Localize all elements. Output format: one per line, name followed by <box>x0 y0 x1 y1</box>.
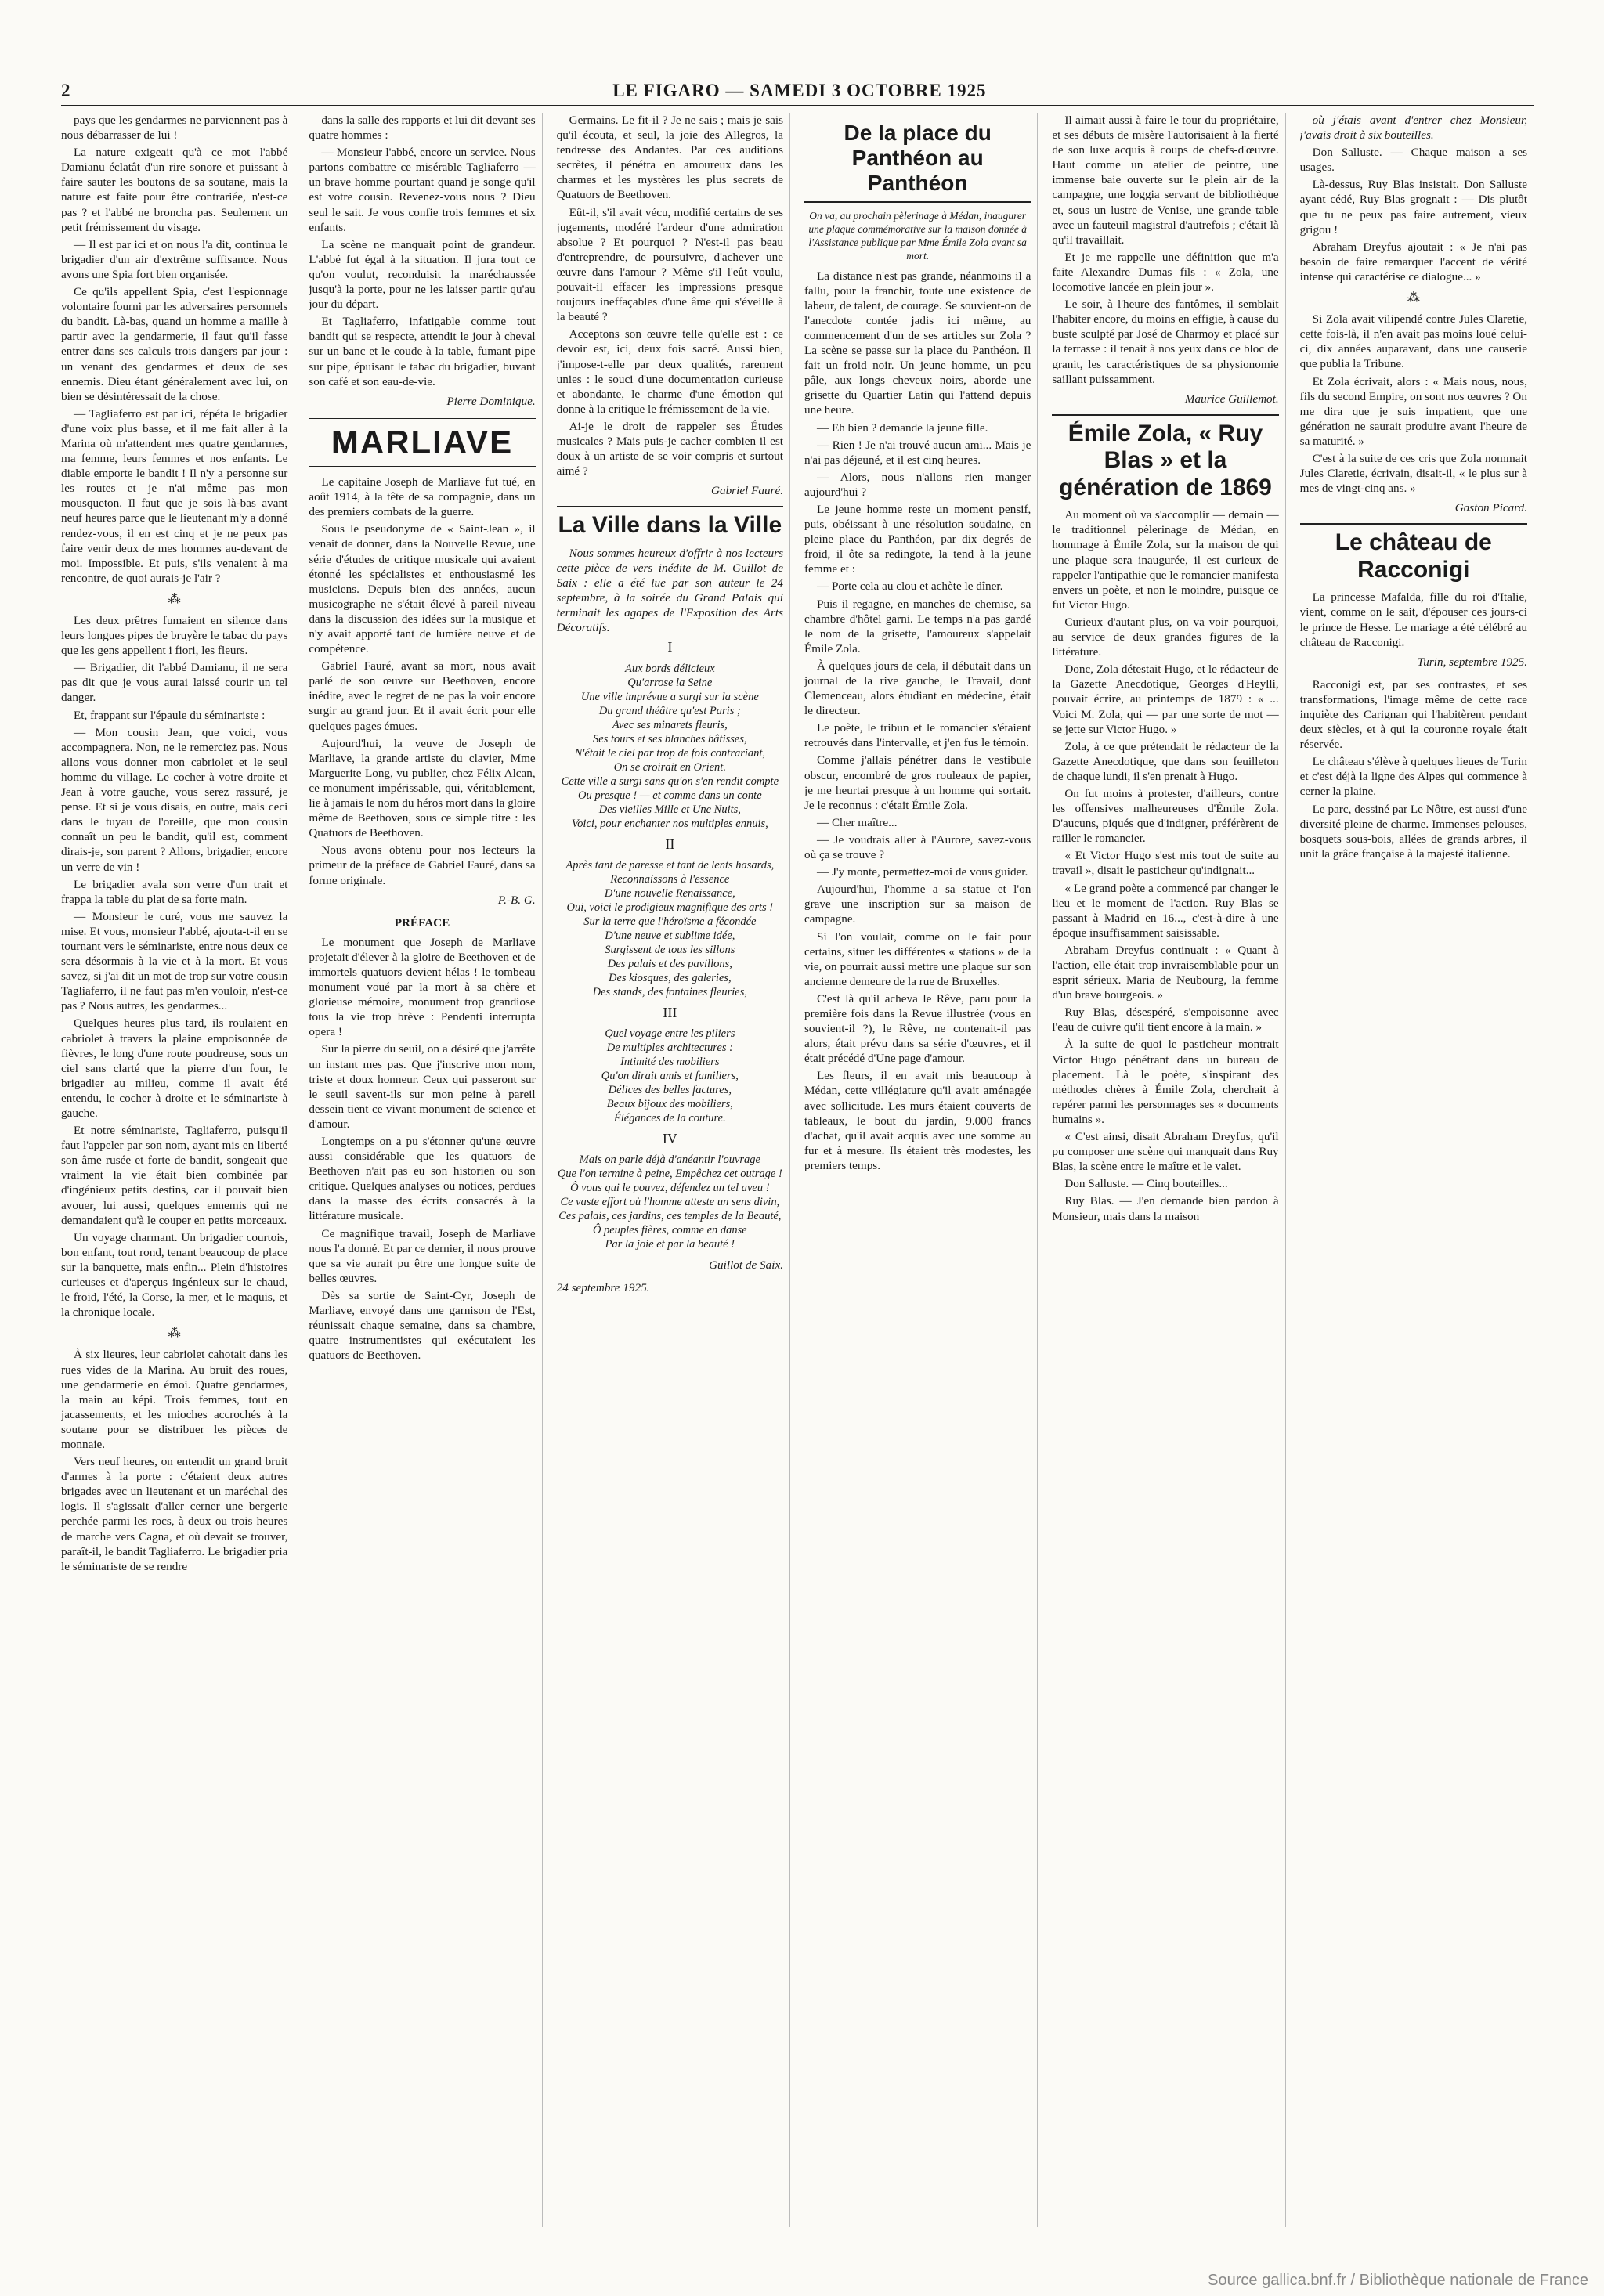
separator-stars: ⁂ <box>1407 291 1420 305</box>
column-2 <box>309 113 542 2227</box>
verse: Ses tours et ses blanches bâtisses, <box>593 732 747 745</box>
intro-paragraph: Nous sommes heureux d'offrir à nos lecteurs cette pièce de vers inédite de M. Guillot de Saix : elle a été lue par son auteur le 24 septembre, à la soirée du Grand Palais qui terminait les agapes de l'Exposition des Arts Décoratifs. <box>556 546 783 635</box>
verse: Intimité des mobiliers <box>620 1055 720 1068</box>
verse: On se croirait en Orient. <box>613 760 726 774</box>
source-credit: Source gallica.bnf.fr / Bibliothèque nationale de France <box>1208 2272 1588 2289</box>
paragraph: Et je me rappelle une définition que m'a faite Alexandre Dumas fils : « Zola, une locomotive lancée en plein jour ». <box>1052 250 1279 294</box>
paragraph: Ce qu'ils appellent Spia, c'est l'espionnage volontaire fourni par les adversaires personnels du bandit. Là-bas, quand un homme a maille à partir avec la gendarmerie, il faut qu'il fasse entrer dans ses calculs trois dangers par jour : un venant des gendarmes et deux de ses ennemis. Dieu étant généralement avec lui, on bien se désintéressait de la chose. <box>61 285 288 403</box>
dateline: Turin, septembre 1925. <box>1417 655 1527 669</box>
paragraph: Comme j'allais pénétrer dans le vestibule obscur, encombré de gros rouleaux de papier, je me heurtai presque à un homme qui sortait. Je le reconnus : c'était Émile Zola. <box>804 753 1031 812</box>
paragraph: On fut moins à protester, d'ailleurs, contre les offensives malheureuses d'Émile Zola. D'aucuns, piqués que d'indigner, préférèrent de railler le romancier. <box>1052 786 1279 846</box>
paragraph: Ruy Blas. — J'en demande bien pardon à Monsieur, mais dans la maison <box>1052 1194 1279 1223</box>
column-6 <box>1300 113 1534 2227</box>
paragraph: « Le grand poète a commencé par changer le lieu et le moment de l'action. Ruy Blas se passant à Madrid en 16..., c'est-à-dire à une époque insuffisamment saisissable. <box>1052 881 1279 940</box>
poem-stanza-3 <box>557 1027 783 1125</box>
signature: Maurice Guillemot. <box>1184 392 1279 406</box>
signature: P.-B. G. <box>497 893 536 907</box>
paragraph: La princesse Mafalda, fille du roi d'Italie, vient, comme on le sait, d'épouser ces jours-ci le prince de Hesse. Le mariage a été célébré au château de Racconigi. <box>1299 590 1527 649</box>
paragraph: — Tagliaferro est par ici, répéta le brigadier d'une voix plus basse, et il me fait aller à la Marina où m'attendent mes quatre gendarmes, ma femme, leurs femmes et nos enfants. Le diable emporte le bandit ! Il n'y a personne sur les routes et je n'ai même pas mon mousqueton. Il faut que je sois là-bas avant neuf heures parce que le lieutenant m'y a donné rendez-vous, il en est cinq et je ne peux pas faire venir deux de mes hommes au-devant de moi. Impossible. Et puis, s'ils venaient à ma rencontre, de quoi aurais-je l'air ? <box>61 406 288 585</box>
verse: Sur la terre que l'héroïsme a fécondée <box>583 915 757 928</box>
verse: Élégances de la couture. <box>613 1111 726 1125</box>
stanza-number: I <box>667 639 673 655</box>
paragraph: Le capitaine Joseph de Marliave fut tué, en août 1914, à la tête de sa compagnie, dans un des premiers combats de la guerre. <box>309 475 536 519</box>
verse: Par la joie et par la beauté ! <box>605 1237 735 1251</box>
paragraph: Au moment où va s'accomplir — demain — le traditionnel pèlerinage de Médan, en hommage à Émile Zola, sur la maison de qui une plaque sera inaugurée, il est curieux de rappeler l'antipathie que le romancier manifesta envers un poète, et non le moindre, puisque ce fut Victor Hugo. <box>1052 508 1279 612</box>
signature: Pierre Dominique. <box>446 394 536 408</box>
verse: Qu'arrose la Seine <box>627 676 713 689</box>
stanza-number: IV <box>662 1130 677 1146</box>
verse: Surgissent de tous les sillons <box>605 943 735 956</box>
paragraph: Aujourd'hui, la veuve de Joseph de Marliave, la grande artiste du clavier, Mme Marguerite Long, vu publier, chez Félix Alcan, ce monument impérissable, qui, véritablement, lie à jamais le nom du héros mort dans la gloire même de Beethoven, sous ce simple titre : les Quatuors de Beethoven. <box>309 736 536 840</box>
paragraph: Longtemps on a pu s'étonner qu'une œuvre aussi considérable que les quatuors de Beethoven n'ait pas eu son historien ou son critique. Quelques analyses ou notices, perdues dans la masse des écrits consacrés à la littérature musicale. <box>309 1135 536 1223</box>
paragraph: — Alors, nous n'allons rien manger aujourd'hui ? <box>804 470 1031 499</box>
paragraph: Ce magnifique travail, Joseph de Marliave nous l'a donné. Et par ce dernier, il nous prouve que sa vie aurait pu être une longue suite de belles œuvres. <box>309 1226 536 1285</box>
verse: Ô peuples fières, comme en danse <box>592 1223 747 1236</box>
verse: Des palais et des pavillons, <box>607 957 732 970</box>
paragraph: Les deux prêtres fumaient en silence dans leurs longues pipes de bruyère le tabac du pays que les gens appellent i fiori, les fleurs. <box>61 614 288 658</box>
verse: Des stands, des fontaines fleuries, <box>592 985 747 998</box>
paragraph: Le poète, le tribun et le romancier s'étaient retrouvés dans l'intervalle, et j'en fus le témoin. <box>804 721 1031 750</box>
section-heading-preface: PRÉFACE <box>394 915 450 930</box>
paragraph: Vers neuf heures, on entendit un grand bruit d'armes à la porte : c'étaient deux autres brigades avec un lieutenant et un maréchal des logis. Il s'agissait d'aller cerner une bergerie perchée parmi les rocs, à deux ou trois heures de marche vers Cagna, et où devait se trouver, paraît-il, le bandit Tagliaferro. Le brigadier pria le séminariste de se rendre <box>61 1455 288 1573</box>
paragraph: À six lieures, leur cabriolet cahotait dans les rues vides de la Marina. Au bruit des roues, une gendarmerie en émoi. Quatre gendarmes, la main au képi. Trois femmes, tout en jacassements, et les mioches accrochés à la soutane pour se distribuer les pièces de monnaie. <box>61 1348 288 1451</box>
verse: Ou presque ! — et comme dans un conte <box>578 789 762 802</box>
verse: N'était le ciel par trop de fois contrariant, <box>574 746 766 760</box>
column-1 <box>61 113 294 2227</box>
paragraph: C'est là qu'il acheva le Rêve, paru pour la première fois dans la Revue illustrée (vous en souvient-il ?), le Rêve, ne contenait-il pas alors, était prévu dans sa série d'œuvres, et il était précédé d'Une page d'amour. <box>804 991 1031 1066</box>
paragraph: — Brigadier, dit l'abbé Damianu, il ne sera pas dit que je vous aurai laissé courir un tel danger. <box>61 661 288 705</box>
separator-stars: ⁂ <box>168 1327 181 1341</box>
signature: Gabriel Fauré. <box>711 484 783 498</box>
verse: D'une neuve et sublime idée, <box>605 929 735 942</box>
headline-ville: La Ville dans la Ville <box>557 506 783 540</box>
verse: Reconnaissons à l'essence <box>610 872 730 886</box>
signature: Gaston Picard. <box>1454 501 1527 515</box>
stanza-number: II <box>665 836 675 852</box>
paragraph: Si l'on voulait, comme on le fait pour certains, situer les différentes « stations » de la vie, on pourrait aussi mettre une plaque sur son ancienne demeure de la rue de Bruxelles. <box>804 930 1031 988</box>
paragraph: Sous le pseudonyme de « Saint-Jean », il venait de donner, dans la Nouvelle Revue, une série d'études de critique musicale qui avaient étonné les spécialistes et enthousiasmé les musiciens. Depuis bien des années, aucun musicographe ne s'était élevé à pareil niveau dans la discussion des idées sur la musique et n'y avait apporté tant de lumière neuve et de compétence. <box>309 522 536 656</box>
paragraph: Gabriel Fauré, avant sa mort, nous avait parlé de son œuvre sur Beethoven, encore inédite, avec le regret de ne pas la voir encore surgir au grand jour. Et il avait écrit pour elle quelques pages émues. <box>309 659 536 733</box>
paragraph: Le château s'élève à quelques lieues de Turin et c'est déjà la ligne des Alpes qui commence à cerner la plaine. <box>1299 755 1527 799</box>
verse: Voici, pour enchanter nos multiples ennuis, <box>571 817 768 830</box>
verse: De multiples architectures : <box>606 1041 733 1054</box>
paragraph: Nous avons obtenu pour nos lecteurs la primeur de la préface de Gabriel Fauré, dans sa forme originale. <box>309 843 536 887</box>
column-5 <box>1052 113 1285 2227</box>
paragraph: — Il est par ici et on nous l'a dit, continua le brigadier d'un air d'extrême suffisance. Nous avons une Spia fort bien organisée. <box>61 237 288 281</box>
paragraph: Les fleurs, il en avait mis beaucoup à Médan, cette villégiature qu'il avait aménagée avec sollicitude. Les murs étaient couverts de tableaux, le bout du jardin, 9.000 francs d'achat, qu'il avait acquis avec une somme au fur et à mesure. Ils étaient très modestes, les premiers temps. <box>804 1069 1031 1172</box>
top-rule <box>61 105 1534 106</box>
poem-stanza-4 <box>557 1153 783 1251</box>
paragraph: La nature exigeait qu'à ce mot l'abbé Damianu éclatât d'un rire sonore et puissant à faire sauter les boutons de sa soutane, mais la nature est faite pour être contrariée, n'est-ce pas ? et l'abbé ne broncha pas. Seulement un petit frémissement du visage. <box>61 146 288 234</box>
verse: Mais on parle déjà d'anéantir l'ouvrage <box>579 1153 760 1166</box>
paragraph: Le jeune homme reste un moment pensif, puis, obéissant à une résolution soudaine, en pleine place du Panthéon, par dix degrés de froid, il ôte sa redingote, la tend à la jeune femme et : <box>804 502 1031 576</box>
masthead: LE FIGARO — SAMEDI 3 OCTOBRE 1925 <box>612 81 987 100</box>
verse: D'une nouvelle Renaissance, <box>604 886 735 900</box>
paragraph: Curieux d'autant plus, on va voir pourquoi, au service de deux grandes figures de la littérature. <box>1052 615 1279 659</box>
column-fade <box>804 2180 1031 2227</box>
verse: Des kiosques, des galeries, <box>609 971 732 984</box>
verse: Délices des belles factures, <box>608 1083 732 1096</box>
verse: Beaux bijoux des mobiliers, <box>606 1097 733 1110</box>
paragraph: Le monument que Joseph de Marliave projetait d'élever à la gloire de Beethoven et de immortels quatuors devient hélas ! le tombeau monument voué par la mort à sa chère et glorieuse mémoire, monument trop grandiose tous la vie trop brève : Pendenti interrupta opera ! <box>309 935 536 1039</box>
poem-date: 24 septembre 1925. <box>556 1280 650 1294</box>
paragraph: Aujourd'hui, l'homme a sa statue et l'on grave une inscription sur sa maison de campagne. <box>804 883 1031 926</box>
paragraph: Et, frappant sur l'épaule du séminariste : <box>74 708 266 722</box>
verse: Oui, voici le prodigieux magnifique des arts ! <box>566 901 774 914</box>
paragraph: — Je voudrais aller à l'Aurore, savez-vous où ça se trouve ? <box>804 832 1031 862</box>
paragraph: C'est à la suite de ces cris que Zola nommait Jules Claretie, écrivain, disait-il, « le plus sur à mes de vingt-cinq ans. » <box>1299 451 1527 496</box>
paragraph: Dès sa sortie de Saint-Cyr, Joseph de Marliave, envoyé dans une garnison de l'Est, réunissait chaque semaine, dans sa chambre, quatre instrumentistes qui exécutaient les quatuors de Beethoven. <box>309 1288 536 1363</box>
paragraph: Zola, à ce que prétendait le rédacteur de la Gazette Anecdotique, que dans son feuilleton de chaque lundi, il s'en prenait à Hugo. <box>1052 739 1279 783</box>
paragraph: Abraham Dreyfus continuait : « Quant à l'action, elle était trop invraisemblable pour un esprit sérieux. Maria de Neubourg, la femme d'un brave bourgeois. » <box>1052 943 1279 1002</box>
paragraph: Ruy Blas, désespéré, s'empoisonne avec l'eau de cuivre qu'il tient encore à la main. » <box>1052 1005 1279 1034</box>
paragraph: dans la salle des rapports et lui dit devant ses quatre hommes : <box>309 114 536 143</box>
paragraph: — Mon cousin Jean, que voici, vous accompagnera. Non, ne le remerciez pas. Nous allons vous donner mon cabriolet et le seul homme du village. Le cocher à votre droite et Jean à votre gauche, vous serez rassuré, je pense. Et si je vous disais, en outre, mais ceci dans le tuyau de l'oreille, que mon cousin connaît un peu le bandit, qu'il est, comment dirais-je, son parent ? Allons, brigadier, encore un verre de vin ! <box>61 725 288 874</box>
poem-stanza-1 <box>557 662 783 831</box>
verse: Après tant de paresse et tant de lents hasards, <box>565 858 775 872</box>
page-number: 2 <box>61 81 71 100</box>
columns <box>61 113 1534 2227</box>
paragraph: Un voyage charmant. Un brigadier courtois, bon enfant, tout rond, tenant beaucoup de place sur la banquette, mais enfin... Plein d'histoires curieuses et d'aperçus ingénieux sur le chaud, le froid, l'été, la Corse, la mer, et le maquis, et la chronique locale. <box>61 1230 288 1319</box>
column-fade <box>61 2180 287 2227</box>
paragraph: La distance n'est pas grande, néanmoins il a fallu, pour la franchir, toute une existence de labeur, de talent, de courage. Se souvient-on de l'anecdote contée jadis ici même, au commencement d'un de ses articles sur Zola ? La scène se passe sur la place du Panthéon. Il fait un froid noir. Un jeune homme, un peu pâle, aux longs cheveux noirs, aborde une grisette du Quartier Latin qui l'attend depuis une heure. <box>804 269 1031 417</box>
paragraph: — Monsieur le curé, vous me sauvez la mise. Et vous, monsieur l'abbé, ajouta-t-il en se tournant vers le séminariste, entre nous deux ce sera désormais à la vie et à la mort. Et vous savez, si j'ai dit un mot de trop sur votre cousin Tagliaferro, il ne faut pas m'en vouloir, n'est-ce pas ? Nous autres, les gendarmes... <box>61 909 288 1013</box>
paragraph: « Et Victor Hugo s'est mis tout de suite au travail », disait le pasticheur qu'indignait... <box>1052 849 1279 878</box>
paragraph: — Porte cela au clou et achète le dîner. <box>817 579 1003 594</box>
paragraph: Racconigi est, par ses contrastes, et ses transformations, l'image même de cette race inquiète des Carignan qui l'habitèrent pendant deux siècles, et à qui la couronne royale était réservée. <box>1299 677 1527 752</box>
paragraph: Sur la pierre du seuil, on a désiré que j'arrête un instant mes pas. Que j'inscrive mon nom, triste et doux honneur. Ceux qui passeront sur le seuil savent-ils sur mon peine à pareil dessein tient ce vivant monument de science et d'amour. <box>309 1042 536 1131</box>
paragraph: — Cher maître... <box>817 815 898 829</box>
column-fade <box>1300 2180 1527 2227</box>
paragraph: Don Salluste. — Cinq bouteilles... <box>1064 1177 1228 1191</box>
headline-racconigi: Le château de Racconigi <box>1300 523 1527 583</box>
paragraph: Quelques heures plus tard, ils roulaient en cabriolet à travers la plaine empoisonnée de fièvres, le long d'une route poudreuse, sous un ciel sans clarté que la pierre d'un four, le brigadier au milieu, comme il avait été entendu, le cocher à droite et le séminariste à gauche. <box>61 1016 288 1120</box>
column-4 <box>804 113 1038 2227</box>
paragraph: où j'étais avant d'entrer chez Monsieur, j'avais droit à six bouteilles. <box>1299 114 1527 143</box>
paragraph: Puis il regagne, en manches de chemise, sa chambre d'hôtel garni. Le temps n'a pas gardé le nom de la grisette, l'amoureux s'appelait Émile Zola. <box>804 597 1031 655</box>
paragraph: Eût-il, s'il avait vécu, modifié certains de ses jugements, modéré l'ardeur d'une admiration absolue ? Et pourquoi ? N'est-il pas beau d'entreprendre, de poursuivre, d'achever une œuvre dans l'amour ? Même s'il l'eût voulu, pouvait-il effacer les impressions presque toujours ineffaçables d'une âme qui s'éveille à la beauté ? <box>556 205 783 324</box>
verse: Une ville imprévue a surgi sur la scène <box>580 690 759 703</box>
paragraph: Il aimait aussi à faire le tour du propriétaire, et ses débuts de misère l'autorisaient à la fierté de son luxe acquis à coups de chefs-d'œuvre. Haut comme un atelier de peintre, une immense baie ouverte sur le plein air de la campagne, une loggia servant de bibliothèque et, sous un lustre de Venise, une grande table avec un fauteuil magistral d'autrefois ; c'était là qu'il travaillait. <box>1052 114 1279 247</box>
verse: Ce vaste effort où l'homme atteste un sens divin, <box>560 1195 780 1208</box>
paragraph: Le soir, à l'heure des fantômes, il semblait l'habiter encore, du moins en effigie, à cause du buste sculpté par José de Charmoy et placé sur la terrasse : il tenait à nos yeux dans ce bloc de granit, les caractéristiques de sa physionomie saillant puissamment. <box>1052 298 1279 386</box>
verse: Qu'on dirait amis et familiers, <box>601 1069 739 1082</box>
verse: Cette ville a surgi sans qu'on s'en rendit compte <box>561 774 779 788</box>
poem-stanza-2 <box>557 858 783 999</box>
verse: Avec ses minarets fleuris, <box>612 718 728 731</box>
paragraph: Donc, Zola détestait Hugo, et le rédacteur de la Gazette Anecdotique, Georges d'Heylli, pouvait écrire, au printemps de 1879 : « ... Voici M. Zola, qui — par une sorte de mot — se jette sur Victor Hugo. » <box>1052 662 1279 736</box>
column-fade <box>309 2180 535 2227</box>
paragraph: Don Salluste. — Chaque maison a ses usages. <box>1299 146 1527 175</box>
paragraph: Si Zola avait vilipendé contre Jules Claretie, cette fois-là, il n'en avait pas moins loué celui-ci, dix années auparavant, dans une causerie que publia la Tribune. <box>1299 312 1527 371</box>
paragraph: — Rien ! Je n'ai trouvé aucun ami... Mais je n'ai pas déjeuné, et il est cinq heures. <box>804 438 1031 467</box>
headline-marliave: MARLIAVE <box>309 417 535 468</box>
paragraph: Ai-je le droit de rappeler ses Études musicales ? Mais puis-je cacher combien il est doux à un artiste de se voir compris et surtout aimé ? <box>556 419 783 478</box>
verse: Ô vous qui le pouvez, défendez un tel aveu ! <box>570 1181 770 1194</box>
column-3 <box>557 113 790 2227</box>
running-head <box>61 75 1534 106</box>
subheading: On va, au prochain pèlerinage à Médan, inaugurer une plaque commémorative sur la maison donnée à l'Assistance publique par Mme Émile Zola avant sa mort. <box>808 209 1027 262</box>
paragraph: Abraham Dreyfus ajoutait : « Je n'ai pas besoin de faire remarquer l'accent de vérité intense qui caractérise ce dialogue... » <box>1299 240 1527 283</box>
paragraph: Le parc, dessiné par Le Nôtre, est aussi d'une diversité pleine de charme. Immenses pelouses, bosquets sous-bois, allées de grands arbres, il unit la grâce française à la majesté italienne. <box>1299 802 1527 861</box>
paragraph: Là-dessus, Ruy Blas insistait. Don Salluste ayant cédé, Ruy Blas grognait : — Dis plutôt que tu ne peux pas faire autrement, vieux grigou ! <box>1299 178 1527 236</box>
paragraph: Et notre séminariste, Tagliaferro, puisqu'il faut l'appeler par son nom, ayant mis en liberté son âme rusée et forte de bandit, songeait que vraiment la vie était bien combinée par d'ingénieux petits destins, car il pouvait bien avouer, lui aussi, quelques ennemis qui ne demandaient qu'à le couper en petits morceaux. <box>61 1124 288 1227</box>
paragraph: Et Tagliaferro, infatigable comme tout bandit qui se respecte, attendit le jour à cheval sur un banc et le coude à la table, fumant pipe sur pipe, épuisant le tabac du brigadier, buvant son café et son eau-de-vie. <box>309 315 536 388</box>
paragraph: — Eh bien ? demande la jeune fille. <box>817 421 988 435</box>
verse: Quel voyage entre les piliers <box>605 1027 735 1040</box>
column-fade <box>557 2180 783 2227</box>
paragraph: Et Zola écrivait, alors : « Mais nous, nous, fils du second Empire, on sont nos œuvres ? On me dira que je suis impatient, que une génération ne saurait produire avant l'heure de sa maturité. » <box>1299 374 1527 448</box>
paragraph: Acceptons son œuvre telle qu'elle est : ce devoir est, ici, deux fois sacré. Aussi bien, j'impose-t-elle par deux qualités, rarement unies : le souci d'une documentation curieuse et abondante, le charme d'une émotion qui donne à la critique le frémissement de la vie. <box>556 327 783 416</box>
paragraph: À quelques jours de cela, il débutait dans un journal de la rive gauche, le Travail, dont Clemenceau, alors étudiant en médecine, était le directeur. <box>804 659 1031 718</box>
paragraph: À la suite de quoi le pasticheur montrait Victor Hugo pénétrant dans un bureau de placement. Là le poète, s'inspirant des méthodes chères à Émile Zola, cherchait à repérer parmi les personnages ses « documents humains ». <box>1052 1038 1279 1126</box>
headline-pantheon: De la place du Panthéon au Panthéon <box>804 121 1031 203</box>
running-head-spacer <box>1528 81 1534 101</box>
separator-stars: ⁂ <box>168 592 181 606</box>
paragraph: pays que les gendarmes ne parviennent pas à nous débarrasser de lui ! <box>61 114 288 143</box>
signature: Guillot de Saix. <box>709 1258 783 1272</box>
verse: Des vieilles Mille et Une Nuits, <box>598 803 741 816</box>
newspaper-page <box>61 75 1534 2236</box>
verse: Du grand théâtre qu'est Paris ; <box>598 704 741 717</box>
paragraph: Germains. Le fit-il ? Je ne sais ; mais je sais qu'il écouta, et seul, la joie des Allegros, la tendresse des Andantes. Par ces auditions secrètes, il pénétra en amoureux dans les charmes et les mystères les plus secrets de Quatuors de Beethoven. <box>556 114 783 202</box>
headline-zola: Émile Zola, « Ruy Blas » et la génération de 1869 <box>1052 414 1278 502</box>
column-fade <box>1052 2180 1278 2227</box>
paragraph: « C'est ainsi, disait Abraham Dreyfus, qu'il pu composer une scène qui manquait dans Ruy Blas, la scène entre le maître et le valet. <box>1052 1130 1279 1174</box>
stanza-number: III <box>663 1004 677 1020</box>
verse: Que l'on termine à peine, Empêchez cet outrage ! <box>557 1167 782 1180</box>
verse: Aux bords délicieux <box>625 662 715 675</box>
paragraph: La scène ne manquait point de grandeur. L'abbé fut égal à la situation. Il jura tout ce qu'on voulut, reconduisit la maréchaussée jusqu'à la porte, pour ne les laisser partir qu'au jour du départ. <box>309 237 536 312</box>
paragraph: — J'y monte, permettez-moi de vous guider. <box>817 865 1028 879</box>
paragraph: Le brigadier avala son verre d'un trait et frappa la table du plat de sa forte main. <box>61 877 288 906</box>
verse: Ces palais, ces jardins, ces temples de la Beauté, <box>558 1209 782 1222</box>
paragraph: — Monsieur l'abbé, encore un service. Nous partons combattre ce misérable Tagliaferro — un brave homme pourtant quand je songe qu'il est votre cousin. Revenez-vous nous ? Dieu seul le sait. Je vous confie trois femmes et six enfants. <box>309 146 536 234</box>
